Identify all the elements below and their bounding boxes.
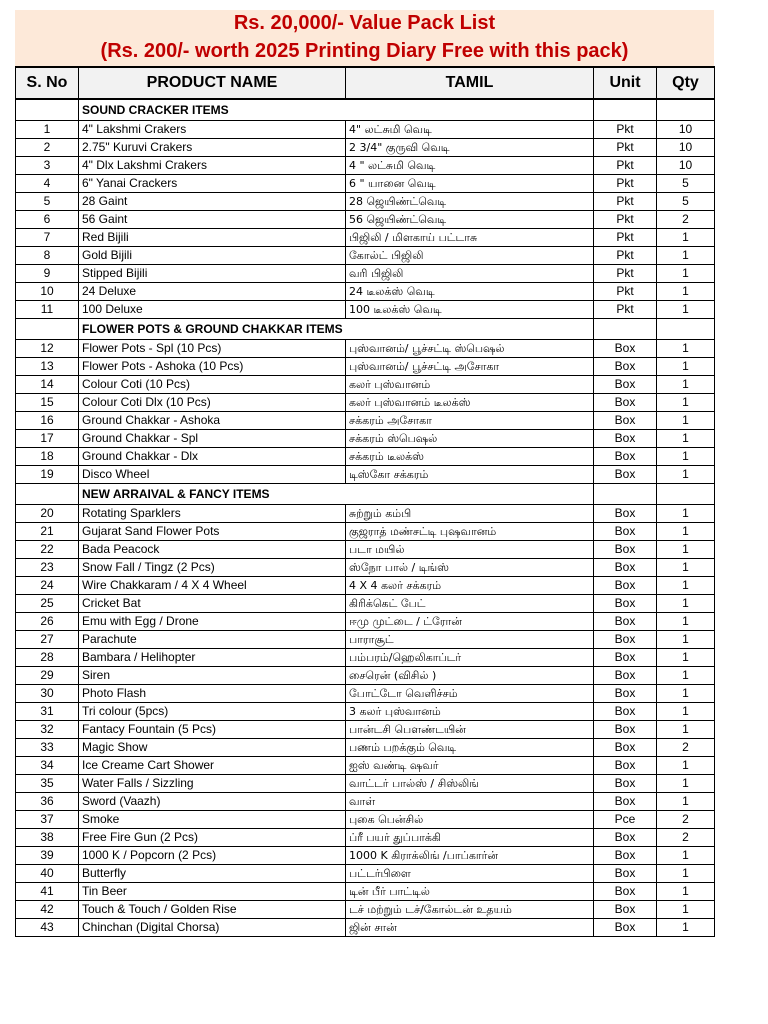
section-spacer (594, 319, 657, 340)
product-name: Smoke (79, 811, 346, 829)
table-row (16, 721, 715, 739)
tamil-name: கலர் புஸ்வானம் (346, 376, 594, 394)
table-row (16, 139, 715, 157)
quantity: 1 (657, 919, 715, 937)
quantity: 1 (657, 865, 715, 883)
table-body (16, 99, 715, 937)
product-name: Colour Coti (10 Pcs) (79, 376, 346, 394)
unit: Box (594, 667, 657, 685)
table-row (16, 229, 715, 247)
section-spacer (657, 484, 715, 505)
tamil-name: சைரென் (விசில் ) (346, 667, 594, 685)
quantity: 1 (657, 901, 715, 919)
unit: Box (594, 847, 657, 865)
unit: Box (594, 901, 657, 919)
quantity: 1 (657, 685, 715, 703)
quantity: 1 (657, 466, 715, 484)
product-name: Colour Coti Dlx (10 Pcs) (79, 394, 346, 412)
serial-number: 25 (16, 595, 79, 613)
table-row (16, 265, 715, 283)
product-name: Water Falls / Sizzling (79, 775, 346, 793)
unit: Box (594, 559, 657, 577)
quantity: 1 (657, 757, 715, 775)
section-spacer (16, 319, 79, 340)
tamil-name: பட்டர்பிளை (346, 865, 594, 883)
quantity: 2 (657, 739, 715, 757)
serial-number: 22 (16, 541, 79, 559)
unit: Box (594, 703, 657, 721)
serial-number: 5 (16, 193, 79, 211)
tamil-name: டின் பீர் பாட்டில் (346, 883, 594, 901)
table-header-row (16, 67, 715, 99)
quantity: 1 (657, 430, 715, 448)
product-name: Fantacy Fountain (5 Pcs) (79, 721, 346, 739)
serial-number: 32 (16, 721, 79, 739)
quantity: 1 (657, 412, 715, 430)
table-row (16, 685, 715, 703)
quantity: 1 (657, 721, 715, 739)
serial-number: 8 (16, 247, 79, 265)
product-name: Magic Show (79, 739, 346, 757)
product-name: Tin Beer (79, 883, 346, 901)
quantity: 1 (657, 283, 715, 301)
quantity: 1 (657, 649, 715, 667)
product-name: Parachute (79, 631, 346, 649)
quantity: 1 (657, 703, 715, 721)
section-title: NEW ARRAIVAL & FANCY ITEMS (79, 484, 594, 505)
serial-number: 31 (16, 703, 79, 721)
serial-number: 30 (16, 685, 79, 703)
unit: Box (594, 829, 657, 847)
product-name: 4" Lakshmi Crakers (79, 121, 346, 139)
serial-number: 35 (16, 775, 79, 793)
unit: Pce (594, 811, 657, 829)
quantity: 1 (657, 847, 715, 865)
table-row (16, 448, 715, 466)
quantity: 5 (657, 193, 715, 211)
product-name: Flower Pots - Spl (10 Pcs) (79, 340, 346, 358)
serial-number: 24 (16, 577, 79, 595)
serial-number: 23 (16, 559, 79, 577)
quantity: 2 (657, 829, 715, 847)
serial-number: 17 (16, 430, 79, 448)
tamil-name: ப்ரீ பயர் துப்பாக்கி (346, 829, 594, 847)
tamil-name: சக்கரம் டீலக்ஸ் (346, 448, 594, 466)
tamil-name: புஸ்வானம்/ பூச்சட்டி அசோகா (346, 358, 594, 376)
unit: Box (594, 394, 657, 412)
tamil-name: போட்டோ வெளிச்சம் (346, 685, 594, 703)
table-row (16, 811, 715, 829)
serial-number: 18 (16, 448, 79, 466)
serial-number: 10 (16, 283, 79, 301)
serial-number: 21 (16, 523, 79, 541)
product-name: Stipped Bijili (79, 265, 346, 283)
product-name: Disco Wheel (79, 466, 346, 484)
quantity: 1 (657, 394, 715, 412)
product-name: Sword (Vaazh) (79, 793, 346, 811)
tamil-name: 28 ஜெயிண்ட்வெடி (346, 193, 594, 211)
section-header-row (16, 99, 715, 121)
serial-number: 40 (16, 865, 79, 883)
table-row (16, 775, 715, 793)
product-name: Bambara / Helihopter (79, 649, 346, 667)
product-name: Ground Chakkar - Spl (79, 430, 346, 448)
serial-number: 14 (16, 376, 79, 394)
unit: Box (594, 595, 657, 613)
header-sno: S. No (16, 67, 79, 99)
unit: Pkt (594, 157, 657, 175)
table-row (16, 301, 715, 319)
tamil-name: வரி பிஜிலி (346, 265, 594, 283)
table-row (16, 394, 715, 412)
table-row (16, 376, 715, 394)
unit: Pkt (594, 139, 657, 157)
section-spacer (16, 99, 79, 121)
table-row (16, 175, 715, 193)
quantity: 1 (657, 505, 715, 523)
tamil-name: சக்கரம் ஸ்பெஷல் (346, 430, 594, 448)
section-spacer (657, 319, 715, 340)
product-name: 100 Deluxe (79, 301, 346, 319)
serial-number: 36 (16, 793, 79, 811)
table-row (16, 247, 715, 265)
table-row (16, 541, 715, 559)
quantity: 1 (657, 376, 715, 394)
table-row (16, 703, 715, 721)
table-row (16, 919, 715, 937)
quantity: 1 (657, 358, 715, 376)
tamil-name: ஸ்நோ பால் / டிங்ஸ் (346, 559, 594, 577)
tamil-name: ஐஸ் வண்டி ஷவர் (346, 757, 594, 775)
product-name: Ground Chakkar - Ashoka (79, 412, 346, 430)
serial-number: 37 (16, 811, 79, 829)
quantity: 1 (657, 265, 715, 283)
product-name: Ice Creame Cart Shower (79, 757, 346, 775)
table-row (16, 559, 715, 577)
table-row (16, 193, 715, 211)
serial-number: 11 (16, 301, 79, 319)
serial-number: 7 (16, 229, 79, 247)
table-row (16, 157, 715, 175)
table-row (16, 505, 715, 523)
quantity: 10 (657, 121, 715, 139)
product-name: 6" Yanai Crackers (79, 175, 346, 193)
tamil-name: ஈமு முட்டை / ட்ரோன் (346, 613, 594, 631)
tamil-name: பான்டசி பௌண்டயின் (346, 721, 594, 739)
unit: Pkt (594, 301, 657, 319)
unit: Box (594, 577, 657, 595)
unit: Box (594, 775, 657, 793)
header-tamil: TAMIL (346, 67, 594, 99)
quantity: 1 (657, 577, 715, 595)
product-name: Emu with Egg / Drone (79, 613, 346, 631)
tamil-name: 2 3/4" குருவி வெடி (346, 139, 594, 157)
table-row (16, 667, 715, 685)
unit: Pkt (594, 175, 657, 193)
serial-number: 13 (16, 358, 79, 376)
unit: Box (594, 721, 657, 739)
tamil-name: 56 ஜெயிண்ட்வெடி (346, 211, 594, 229)
product-name: 56 Gaint (79, 211, 346, 229)
quantity: 1 (657, 301, 715, 319)
title-banner (15, 10, 714, 66)
table-row (16, 283, 715, 301)
tamil-name: டச் மற்றும் டச்/கோல்டன் உதயம் (346, 901, 594, 919)
tamil-name: வாள் (346, 793, 594, 811)
quantity: 10 (657, 157, 715, 175)
serial-number: 1 (16, 121, 79, 139)
tamil-name: 4 " லட்சுமி வெடி (346, 157, 594, 175)
serial-number: 3 (16, 157, 79, 175)
unit: Pkt (594, 247, 657, 265)
unit: Box (594, 757, 657, 775)
unit: Box (594, 613, 657, 631)
product-name: 24 Deluxe (79, 283, 346, 301)
serial-number: 28 (16, 649, 79, 667)
tamil-name: ஜின் சான் (346, 919, 594, 937)
product-name: 28 Gaint (79, 193, 346, 211)
unit: Box (594, 466, 657, 484)
product-name: Tri colour (5pcs) (79, 703, 346, 721)
quantity: 1 (657, 613, 715, 631)
quantity: 1 (657, 541, 715, 559)
table-row (16, 121, 715, 139)
table-row (16, 466, 715, 484)
header-unit: Unit (594, 67, 657, 99)
unit: Box (594, 430, 657, 448)
unit: Box (594, 541, 657, 559)
serial-number: 33 (16, 739, 79, 757)
unit: Box (594, 523, 657, 541)
table-row (16, 865, 715, 883)
quantity: 1 (657, 229, 715, 247)
serial-number: 34 (16, 757, 79, 775)
quantity: 5 (657, 175, 715, 193)
header-product-name: PRODUCT NAME (79, 67, 346, 99)
product-name: Red Bijili (79, 229, 346, 247)
unit: Box (594, 685, 657, 703)
unit: Pkt (594, 193, 657, 211)
product-name: Gujarat Sand Flower Pots (79, 523, 346, 541)
tamil-name: பணம் பறக்கும் வெடி (346, 739, 594, 757)
unit: Box (594, 631, 657, 649)
value-pack-sheet (15, 10, 714, 937)
serial-number: 20 (16, 505, 79, 523)
section-spacer (657, 99, 715, 121)
quantity: 1 (657, 523, 715, 541)
quantity: 1 (657, 793, 715, 811)
quantity: 10 (657, 139, 715, 157)
header-qty: Qty (657, 67, 715, 99)
section-header-row (16, 319, 715, 340)
quantity: 1 (657, 340, 715, 358)
product-name: Rotating Sparklers (79, 505, 346, 523)
title-line-2: (Rs. 200/- worth 2025 Printing Diary Free with this pack) (100, 40, 629, 62)
tamil-name: பிஜிலி / மிளகாய் பட்டாசு (346, 229, 594, 247)
price-list-table (15, 66, 715, 937)
unit: Pkt (594, 229, 657, 247)
product-name: Butterfly (79, 865, 346, 883)
product-name: Photo Flash (79, 685, 346, 703)
section-header-row (16, 484, 715, 505)
tamil-name: குஜராத் மண்சட்டி புஷவானம் (346, 523, 594, 541)
table-row (16, 631, 715, 649)
table-row (16, 523, 715, 541)
unit: Pkt (594, 121, 657, 139)
quantity: 1 (657, 247, 715, 265)
tamil-name: கலர் புஸ்வானம் டீலக்ஸ் (346, 394, 594, 412)
product-name: Wire Chakkaram / 4 X 4 Wheel (79, 577, 346, 595)
quantity: 1 (657, 595, 715, 613)
serial-number: 12 (16, 340, 79, 358)
product-name: 1000 K / Popcorn (2 Pcs) (79, 847, 346, 865)
table-row (16, 757, 715, 775)
table-row (16, 358, 715, 376)
quantity: 1 (657, 448, 715, 466)
quantity: 1 (657, 775, 715, 793)
quantity: 2 (657, 811, 715, 829)
unit: Box (594, 505, 657, 523)
table-row (16, 829, 715, 847)
product-name: Ground Chakkar - Dlx (79, 448, 346, 466)
section-title: SOUND CRACKER ITEMS (79, 99, 594, 121)
product-name: 4" Dlx Lakshmi Crakers (79, 157, 346, 175)
serial-number: 9 (16, 265, 79, 283)
quantity: 1 (657, 667, 715, 685)
tamil-name: கோல்ட் பிஜிலி (346, 247, 594, 265)
tamil-name: டிஸ்கோ சக்கரம் (346, 466, 594, 484)
unit: Box (594, 358, 657, 376)
tamil-name: சக்கரம் அசோகா (346, 412, 594, 430)
tamil-name: 4 X 4 கலர் சக்கரம் (346, 577, 594, 595)
serial-number: 29 (16, 667, 79, 685)
quantity: 1 (657, 883, 715, 901)
unit: Box (594, 340, 657, 358)
product-name: Touch & Touch / Golden Rise (79, 901, 346, 919)
tamil-name: 6 " யானை வெடி (346, 175, 594, 193)
product-name: Siren (79, 667, 346, 685)
unit: Box (594, 919, 657, 937)
tamil-name: புகை பென்சில் (346, 811, 594, 829)
product-name: Chinchan (Digital Chorsa) (79, 919, 346, 937)
unit: Pkt (594, 283, 657, 301)
product-name: Flower Pots - Ashoka (10 Pcs) (79, 358, 346, 376)
product-name: Bada Peacock (79, 541, 346, 559)
table-row (16, 211, 715, 229)
section-spacer (594, 99, 657, 121)
unit: Box (594, 793, 657, 811)
unit: Box (594, 649, 657, 667)
tamil-name: பாராசூட் (346, 631, 594, 649)
tamil-name: சுற்றும் கம்பி (346, 505, 594, 523)
unit: Box (594, 883, 657, 901)
product-name: Snow Fall / Tingz (2 Pcs) (79, 559, 346, 577)
tamil-name: 3 கலர் புஸ்வானம் (346, 703, 594, 721)
table-row (16, 430, 715, 448)
tamil-name: 1000 K கிராக்லிங் /பாப்கார்ன் (346, 847, 594, 865)
table-row (16, 649, 715, 667)
serial-number: 41 (16, 883, 79, 901)
serial-number: 6 (16, 211, 79, 229)
quantity: 2 (657, 211, 715, 229)
table-row (16, 412, 715, 430)
title-line-1: Rs. 20,000/- Value Pack List (233, 12, 496, 34)
table-row (16, 595, 715, 613)
serial-number: 19 (16, 466, 79, 484)
unit: Box (594, 412, 657, 430)
quantity: 1 (657, 631, 715, 649)
tamil-name: 4" லட்சுமி வெடி (346, 121, 594, 139)
serial-number: 38 (16, 829, 79, 847)
quantity: 1 (657, 559, 715, 577)
product-name: 2.75" Kuruvi Crakers (79, 139, 346, 157)
serial-number: 43 (16, 919, 79, 937)
unit: Pkt (594, 265, 657, 283)
unit: Box (594, 448, 657, 466)
tamil-name: கிரிக்கெட் பேட் (346, 595, 594, 613)
table-row (16, 847, 715, 865)
tamil-name: புஸ்வானம்/ பூச்சட்டி ஸ்பெஷல் (346, 340, 594, 358)
serial-number: 39 (16, 847, 79, 865)
table-row (16, 613, 715, 631)
table-row (16, 793, 715, 811)
table-row (16, 739, 715, 757)
table-row (16, 340, 715, 358)
section-title: FLOWER POTS & GROUND CHAKKAR ITEMS (79, 319, 594, 340)
table-row (16, 883, 715, 901)
unit: Box (594, 739, 657, 757)
section-spacer (594, 484, 657, 505)
serial-number: 26 (16, 613, 79, 631)
tamil-name: 100 டீலக்ஸ் வெடி (346, 301, 594, 319)
tamil-name: பம்பரம்/ஹெலிகாப்டர் (346, 649, 594, 667)
tamil-name: வாட்டர் பால்ஸ் / சிஸ்லிங் (346, 775, 594, 793)
tamil-name: படா மயில் (346, 541, 594, 559)
table-row (16, 577, 715, 595)
serial-number: 2 (16, 139, 79, 157)
product-name: Gold Bijili (79, 247, 346, 265)
unit: Box (594, 376, 657, 394)
table-row (16, 901, 715, 919)
serial-number: 4 (16, 175, 79, 193)
section-spacer (16, 484, 79, 505)
unit: Box (594, 865, 657, 883)
product-name: Free Fire Gun (2 Pcs) (79, 829, 346, 847)
tamil-name: 24 டீலக்ஸ் வெடி (346, 283, 594, 301)
serial-number: 15 (16, 394, 79, 412)
serial-number: 27 (16, 631, 79, 649)
serial-number: 16 (16, 412, 79, 430)
product-name: Cricket Bat (79, 595, 346, 613)
unit: Pkt (594, 211, 657, 229)
serial-number: 42 (16, 901, 79, 919)
